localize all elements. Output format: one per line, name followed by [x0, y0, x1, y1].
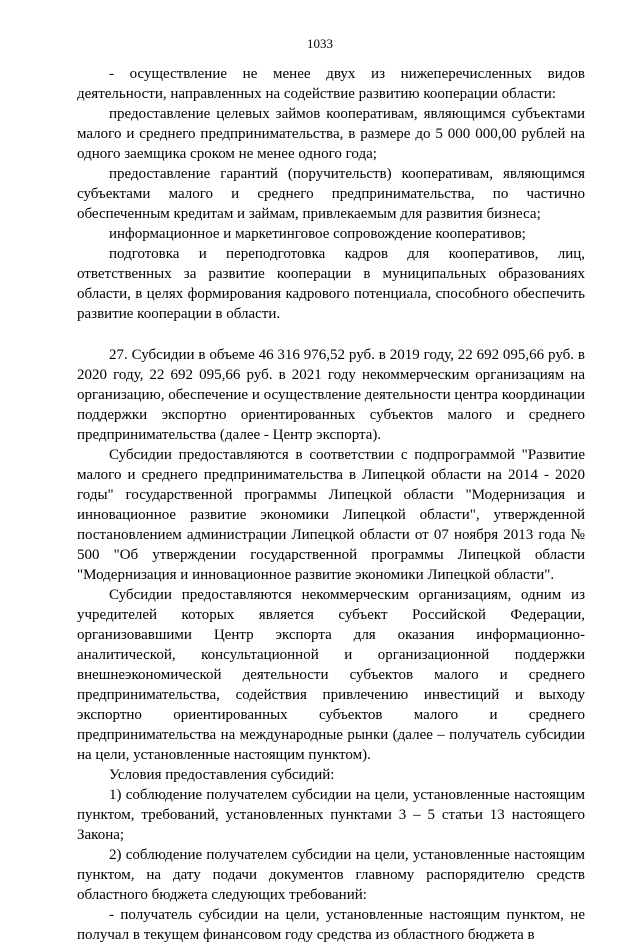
paragraph-conditions-heading: Условия предоставления субсидий: [109, 767, 335, 783]
paragraph-requirement: - получатель субсидии на цели, установленные настоящим пунктом, не получал в текущем финансовом году средства из областного бюджета в [77, 907, 585, 943]
paragraph-condition-2: 2) соблюдение получателем субсидии на цели, установленные настоящим пунктом, на дату подачи документов главному распорядителю средств областного бюджета следующих требований: [77, 847, 585, 903]
paragraph-condition-1: 1) соблюдение получателем субсидии на цели, установленные настоящим пунктом, требований, установленных пунктами 3 – 5 статьи 13 настоящего Закона; [77, 787, 585, 843]
paragraph-item-27: 27. Субсидии в объеме 46 316 976,52 руб. в 2019 году, 22 692 095,66 руб. в 2020 году, 22 692 095,66 руб. в 2021 году некоммерческим организациям на организацию, обеспечение и осуществление деятельности центра координации поддержки экспортно ориентированных субъектов малого и среднего предпринимательства (далее - Центр экспорта). [77, 347, 585, 443]
page-number: 1033 [307, 36, 333, 51]
paragraph-target-loans: предоставление целевых займов кооперативам, являющимся субъектами малого и среднего предпринимательства, в размере до 5 000 000,00 рублей на одного заемщика сроком не менее одного года; [77, 106, 585, 162]
document-body [77, 64, 585, 945]
paragraph-recipients: Субсидии предоставляются некоммерческим организациям, одним из учредителей которых является субъект Российской Федерации, организовавшими Центр экспорта для оказания информационно-аналитической, консультационной и организационной поддержки внешнеэкономической деятельности субъектов малого и среднего предпринимательства, содействия привлечению инвестиций и выходу экспортно ориентированных субъектов малого и среднего предпринимательства на международные рынки (далее – получатель субсидии на цели, установленные настоящим пунктом). [77, 587, 585, 763]
paragraph-subprogram: Субсидии предоставляются в соответствии с подпрограммой "Развитие малого и среднего предпринимательства в Липецкой области на 2014 - 2020 годы" государственной программы Липецкой области "Модернизация и инновационное развитие экономики Липецкой области", утвержденной постановлением администрации Липецкой области от 07 ноября 2013 года № 500 "Об утверждении государственной программы Липецкой области "Модернизация и инновационное развитие экономики Липецкой области". [77, 447, 585, 583]
paragraph-marketing-support: информационное и маркетинговое сопровождение кооперативов; [109, 226, 526, 242]
paragraph-staff-training: подготовка и переподготовка кадров для кооперативов, лиц, ответственных за развитие кооперации в муниципальных образованиях области, в целях формирования кадрового потенциала, способного обеспечить развитие кооперации в области. [77, 246, 585, 322]
paragraph-gap [77, 324, 585, 345]
paragraph-guarantees: предоставление гарантий (поручительств) кооперативам, являющимся субъектами малого и среднего предпринимательства, по частично обеспеченным кредитам и займам, привлекаемым для развития бизнеса; [77, 166, 585, 222]
paragraph-cooperation-activities: - осуществление не менее двух из нижеперечисленных видов деятельности, направленных на содействие развитию кооперации области: [77, 66, 585, 102]
